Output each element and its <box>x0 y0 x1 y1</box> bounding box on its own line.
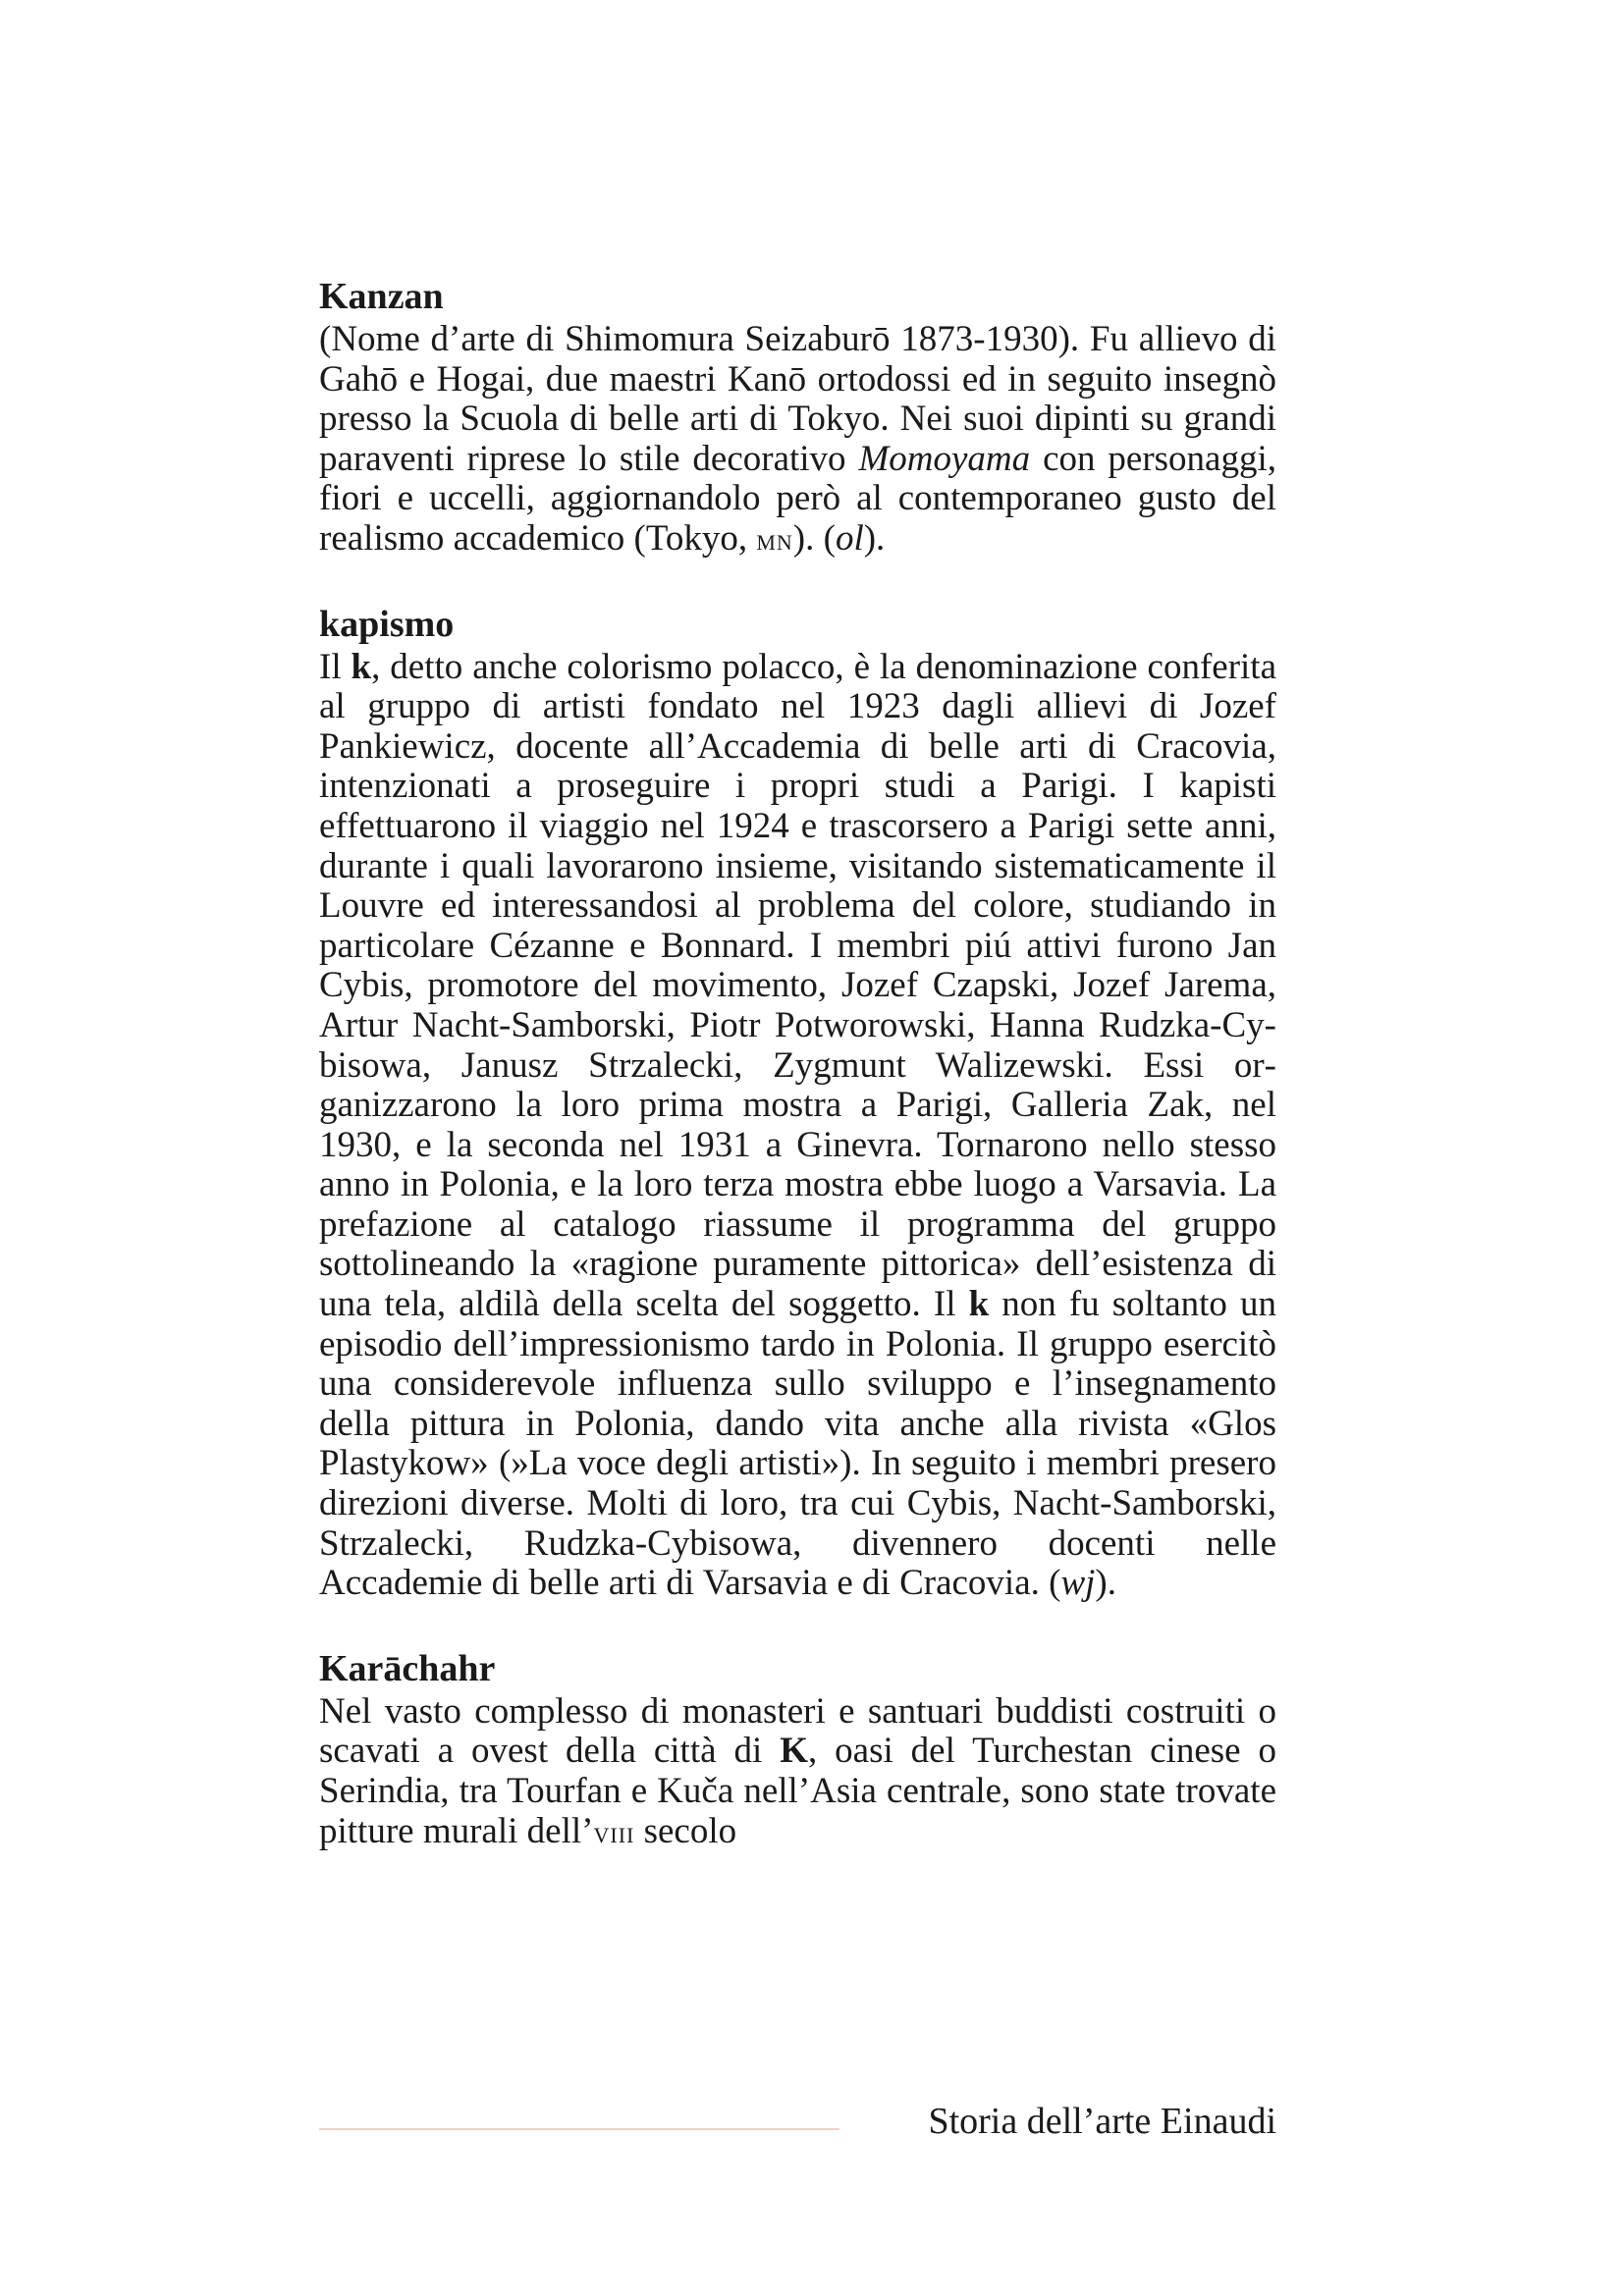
text-run: ). <box>1095 1563 1116 1604</box>
entry-title: Kanzan <box>319 276 444 317</box>
entry-karachahr <box>319 1647 1276 1851</box>
entry-kapismo <box>319 603 1276 1604</box>
text-run: non fu soltanto un episodio dell’impressionismo tardo in Polonia. Il gruppo esercitò una considerevole influenza sullo sviluppo e l’insegnamento della pittura in Polonia, dando vita anche alla rivista «Glos Plastykow» (»La voce degli artisti»). In seguito i membri presero direzioni diverse. Molti di loro, tra cui Cybis, Nacht-Samborski, Strzalecki, Rudzka-Cybisowa, divennero docenti nelle Accademie di belle arti di Varsavia e di Cracovia. ( <box>319 1284 1277 1604</box>
text-run: ). ( <box>792 517 836 559</box>
entry-title: kapismo <box>319 603 455 645</box>
text-run: Il <box>319 646 352 687</box>
text-run: , oasi del Turchestan cinese o Serindia, tra Tourfan e Kuča nell’Asia centrale, sono state trovate pitture murali dell’ <box>319 1731 1276 1851</box>
entry-body <box>319 1692 1276 1851</box>
text-run: K <box>780 1731 808 1772</box>
page-content <box>319 275 1276 1895</box>
entry-body <box>319 648 1276 1604</box>
text-run: (Nome d’arte di Shimomura Seizaburō 1873-1930). Fu allievo di Gahō e Hogai, due maestri Kanō ortodossi ed in seguito insegnò presso la Scuola di belle arti di Tokyo. Nei suoi dipinti su grandi paraventi riprese lo stile decorativo <box>319 319 1276 479</box>
text-run: viii <box>593 1813 635 1849</box>
text-run: wj <box>1060 1563 1096 1604</box>
entry-kanzan <box>319 275 1276 560</box>
text-run: k <box>351 646 372 687</box>
text-run: ol <box>835 517 864 559</box>
entry-body <box>319 320 1276 560</box>
entry-title: Karāchahr <box>319 1647 496 1689</box>
text-run: secolo <box>634 1810 737 1851</box>
text-run: k <box>968 1284 990 1325</box>
text-run: ). <box>863 517 886 559</box>
text-run: mn <box>756 520 793 557</box>
text-run: Nel vasto complesso di monasteri e santuari buddisti costruiti o scavati a ovest della città di <box>319 1690 1276 1772</box>
page-footer <box>319 2098 1276 2147</box>
footer-publisher: Storia dell’arte Einaudi <box>928 2101 1276 2142</box>
text-run: Momoyama <box>858 438 1031 479</box>
footer-rule <box>319 2128 839 2130</box>
text-run: , detto anche colorismo polacco, è la denominazione conferita al gruppo di artisti fondato nel 1923 dagli allievi di Jozef Pankiewicz, docente all’Accademia di belle arti di Cracovia, intenzionati a proseguire i propri studi a Parigi. I kapisti effettuarono il viaggio nel 1924 e trascorsero a Parigi sette anni, durante i quali lavorarono insieme, visitando sistematicamente il Louvre ed interessandosi al problema del colore, studiando in particolare Cézanne e Bonnard. I membri piú attivi furono Jan Cybis, promotore del movimento, Jozef Czapski, Jozef Jarema, Artur Nacht-Samborski, Piotr Potworowski, Hanna Rudzka-Cybisowa, Janusz Strzalecki, Zygmunt Walizewski. Essi organizzarono la loro prima mostra a Parigi, Galleria Zak, nel 1930, e la seconda nel 1931 a Ginevra. Tornarono nello stesso anno in Polonia, e la loro terza mostra ebbe luogo a Varsavia. La prefazione al catalogo riassume il programma del gruppo sottolineando la «ragione puramente pittorica» dell’esistenza di una tela, aldilà della scelta del soggetto. Il <box>319 646 1276 1325</box>
text-run: con personaggi, fiori e uccelli, aggiornandolo però al contemporaneo gusto del realismo accademico (Tokyo, <box>319 438 1276 559</box>
